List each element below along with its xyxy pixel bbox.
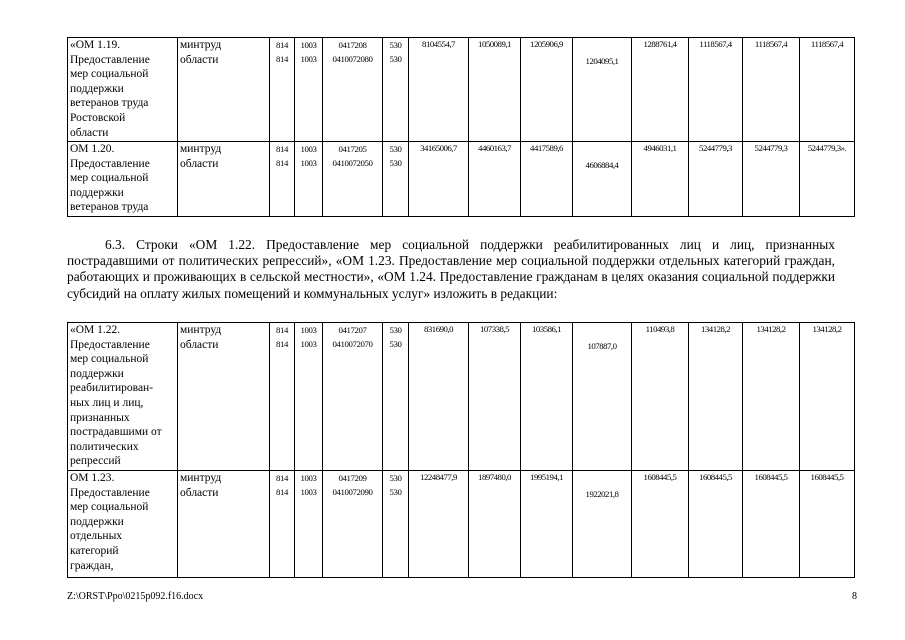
vr-cell: 530 530 [383,323,409,471]
value-cell: 4946031,1 [632,142,689,217]
value-cell: 1205906,9 [521,38,573,142]
value-cell: 5244779,3 [689,142,743,217]
rzpr-cell: 1003 1003 [295,471,323,578]
value-cell: 110493,8 [632,323,689,471]
value-cell: 1118567,4 [743,38,800,142]
value-cell: 4417589,6 [521,142,573,217]
table-row [68,142,855,217]
executor-cell: минтруд области [178,142,270,217]
value-cell: 12248477,9 [409,471,469,578]
measure-name-cell: ОМ 1.23. Предоставление мер социальной поддержки отдельных категорий граждан, [68,471,178,578]
csr-cell: 0417207 0410072070 [323,323,383,471]
value-cell: 34165006,7 [409,142,469,217]
value-cell: 1608445,5 [632,471,689,578]
amendment-paragraph: 6.3. Строки «ОМ 1.22. Предоставление мер социальной поддержки реабилитированных лиц и лиц, признанных пострадавшими от политических репрессий», «ОМ 1.23. Предоставление мер социальной поддержки отдельных категорий граждан, работающих и проживающих в сельской местности», «ОМ 1.24. Предоставление гражданам в целях оказания социальной поддержки субсидий на оплату жилых помещений и коммунальных услуг» изложить в редакции: [67,237,835,301]
value-cell: 1995194,1 [521,471,573,578]
document-file-path: Z:\ORST\Ppo\0215p092.f16.docx [67,591,204,602]
measure-name-cell: ОМ 1.20. Предоставление мер социальной поддержки ветеранов труда [68,142,178,217]
value-cell: 5244779,3». [800,142,855,217]
value-cell: 103586,1 [521,323,573,471]
value-cell: 8104554,7 [409,38,469,142]
value-cell: 4606884,4 [573,142,632,217]
value-cell: 134128,2 [689,323,743,471]
value-cell: 1118567,4 [800,38,855,142]
value-cell: 1118567,4 [689,38,743,142]
grbs-cell: 814 814 [270,323,295,471]
measure-name-cell: «ОМ 1.19. Предоставление мер социальной поддержки ветеранов труда Ростовской области [68,38,178,142]
csr-cell: 0417209 0410072090 [323,471,383,578]
table-row [68,38,855,142]
value-cell: 107338,5 [469,323,521,471]
vr-cell: 530 530 [383,142,409,217]
grbs-cell: 814 814 [270,142,295,217]
vr-cell: 530 530 [383,471,409,578]
table-row [68,323,855,471]
value-cell: 5244779,3 [743,142,800,217]
rzpr-cell: 1003 1003 [295,38,323,142]
value-cell: 134128,2 [743,323,800,471]
value-cell: 1288761,4 [632,38,689,142]
value-cell: 134128,2 [800,323,855,471]
rzpr-cell: 1003 1003 [295,142,323,217]
page-number: 8 [852,591,857,602]
value-cell: 1922021,8 [573,471,632,578]
csr-cell: 0417205 0410072050 [323,142,383,217]
value-cell: 1204095,1 [573,38,632,142]
csr-cell: 0417208 0410072080 [323,38,383,142]
rzpr-cell: 1003 1003 [295,323,323,471]
measure-name-cell: «ОМ 1.22. Предоставление мер социальной поддержки реабилитирован- ных лиц и лиц, признанных пострадавшими от политических репрессий [68,323,178,471]
value-cell: 1608445,5 [689,471,743,578]
vr-cell: 530 530 [383,38,409,142]
value-cell: 1897480,0 [469,471,521,578]
value-cell: 1050089,1 [469,38,521,142]
value-cell: 1608445,5 [800,471,855,578]
executor-cell: минтруд области [178,323,270,471]
program-table-1 [67,37,855,217]
executor-cell: минтруд области [178,471,270,578]
grbs-cell: 814 814 [270,38,295,142]
value-cell: 107887,0 [573,323,632,471]
table-row [68,471,855,578]
value-cell: 4460163,7 [469,142,521,217]
executor-cell: минтруд области [178,38,270,142]
program-table-2 [67,322,855,578]
value-cell: 831690,0 [409,323,469,471]
value-cell: 1608445,5 [743,471,800,578]
grbs-cell: 814 814 [270,471,295,578]
